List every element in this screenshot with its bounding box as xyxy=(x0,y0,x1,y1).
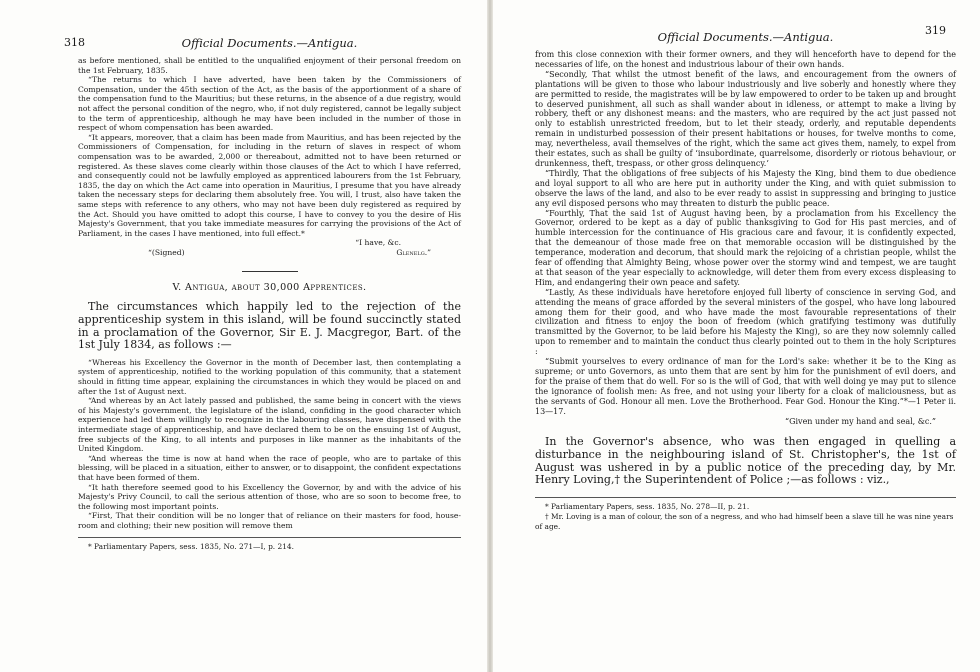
left-page-number: 318 xyxy=(64,36,85,49)
proclamation-paragraph: from this close connexion with their former owners, and they will henceforth have to depend for the necessaries of life, on the honest and industrious labour of their own hands. xyxy=(535,50,956,69)
proclamation-paragraph: “Secondly, That whilst the utmost benefit of the laws, and encouragement from the owners of plantations will be given to those who labour industriously and live soberly and honestly where they are permitted to reside, the magistrates will be by law empowered to order to be taken up and brought to deserved punishment, all such as shall wander about in idleness, or attempt to make a living by robbery, theft or any dishonest means: and the masters, who are required by the act just passed not only to establish unrestricted freedom, but to let their steady, orderly, and reputable dependents remain in undisturbed possession of their present habitations or houses, for twelve months to come, may, nevertheless, avail themselves of the right, which the same act gives them, namely, to expel from their estates, such as shall be guilty of ‘insubordinate, quarrelsome, disorderly or riotous behaviour, or drunkenness, theft, trespass, or other gross delinquency.’ xyxy=(535,69,956,168)
footnote-rule xyxy=(78,537,461,538)
proclamation-paragraph: “Whereas his Excellency the Governor in the month of December last, then contemplating a system of apprenticeship, notified to the working population of this community, that a statement should in fitting time appear, explaining the circumstances in which they would be placed on and after the 1st of August next. xyxy=(78,357,461,396)
proclamation-paragraph: “Thirdly, That the obligations of free subjects of his Majesty the King, bind them to due obedience and loyal support to all who are here put in authority under the King, and with quiet submission to observe the laws of the land, and also to be ever ready to assist in suppressing and bringing to justice any evil disposed persons who may threaten to disturb the public peace. xyxy=(535,168,956,208)
left-letter-text xyxy=(78,56,461,257)
section-intro: The circumstances which happily led to the rejection of the apprenticeship system in this island, will be found succinctly stated in a proclamation of the Governor, Sir E. J. Macgregor, Bart. of the 1st July 1834, as follows :— xyxy=(78,300,461,352)
proclamation-paragraph: “Fourthly, That the said 1st of August having been, by a proclamation from his Excellency the Governor, ordered to be kept as a day of public thanksgiving to God for His past mercies, and of humble intercession for the continuance of His gracious care and favour, it is confidently expected, that the demeanour of those made free on that memorable occasion will be distinguished by the temperance, moderation and decorum, that should mark the rejoicing of a christian people, whilst the fear of offending that Almighty Being, whose power over the stormy wind and tempest, we are taught at that season of the year especially to acknowledge, will deter them from every excess displeasing to Him, and endangering their own peace and safety. xyxy=(535,208,956,287)
left-page xyxy=(0,0,487,672)
right-running-title: Official Documents.—Antigua. xyxy=(657,30,834,44)
proclamation-paragraph: “And whereas by an Act lately passed and published, the same being in concert with the views of his Majesty's government, the legislature of the island, confiding in the good character which experience had led them willingly to recognize in the labouring classes, have dispensed with the intermediate stage of apprenticeship, and have declared them to be on the ensuing 1st of August, free subjects of the King, to all intents and purposes in like manner as the inhabitants of the United Kingdom. xyxy=(78,396,461,454)
right-page xyxy=(493,0,980,672)
left-running-head xyxy=(64,36,461,56)
left-paragraph: “It appears, moreover, that a claim has been made from Mauritius, and has been rejected by the Commissioners of Compensation, for including in the return of slaves in respect of whom compensation was to be awarded, 2,000 or thereabout, admitted not to have been returned or registered. As these slaves come clearly within those clauses of the Act to which I have referred, and consequently could not be lawfully employed as apprenticed labourers from the 1st February, 1835, the day on which the Act came into operation in Mauritius, I presume that you have already taken the necessary steps for declaring them absolutely free. You will, I trust, also have taken the same steps with reference to any others, who may not have been duly registered as required by the Act. Should you have omitted to adopt this course, I have to convey to you the desire of His Majesty's Government, that you take immediate measures for carrying the provisions of the Act of Parliament, in the cases I have mentioned, into full effect.* xyxy=(78,132,461,238)
proclamation-paragraph: “It hath therefore seemed good to his Excellency the Governor, by and with the advice of his Majesty's Privy Council, to call the serious attention of those, who are so soon to become free, to the following most important points. xyxy=(78,482,461,511)
signature-line xyxy=(78,248,461,258)
right-proclamation-text xyxy=(535,50,956,426)
narrative-paragraph: In the Governor's absence, who was then engaged in quelling a disturbance in the neighbouring island of St. Christopher's, the 1st of August was ushered in by a public notice of the preceding day, by Mr. Henry Loving,† the Superintendent of Police ;—as follows : viz., xyxy=(535,435,956,487)
right-footnotes xyxy=(535,502,956,531)
proclamation-paragraph: “And whereas the time is now at hand when the race of people, who are to partake of this blessing, will be placed in a situation, either to answer, or to disappoint, the confident expectations that have been formed of them. xyxy=(78,453,462,482)
left-paragraph: “The returns to which I have adverted, have been taken by the Commissioners of Compensation, under the 45th section of the Act, as the basis of the apportionment of a share of the compensation fund to the Mauritius; but these returns, in the absence of a due registry, would not affect the personal condition of the negro, who, if not duly registered, cannot be legally subject to the term of apprenticeship, although he may have been included in the number of those in respect of whom compensation has been awarded. xyxy=(78,75,461,133)
section-divider xyxy=(242,271,298,272)
right-running-head xyxy=(535,24,956,50)
right-page-number: 319 xyxy=(925,24,946,37)
left-running-title: Official Documents.—Antigua. xyxy=(181,36,358,50)
signed-label: “(Signed) xyxy=(148,247,185,257)
footnote: * Parliamentary Papers, sess. 1835, No. 271—I, p. 214. xyxy=(88,541,294,551)
signature-name: Glenelg.” xyxy=(396,247,431,257)
footnote: † Mr. Loving is a man of colour, the son of a negress, and who had himself been a slave till he was nine years of age. xyxy=(535,512,954,531)
given-under-seal: “Given under my hand and seal, &c.” xyxy=(785,416,936,426)
scripture-quote: “Submit yourselves to every ordinance of man for the Lord's sake: whether it be to the King as supreme; or unto Governors, as unto them that are sent by him for the punishment of evil doers, and for the praise of them that do well. For so is the will of God, that with well doing ye may put to silence the ignorance of foolish men: As free, and not using your liberty for a cloak of maliciousness, but as the servants of God. Honour all men. Love the Brotherhood. Fear God. Honour the King.”*—1 Peter ii. 13—17. xyxy=(535,357,956,416)
section-heading: V. Antigua, about 30,000 Apprentices. xyxy=(172,282,367,294)
proclamation-paragraph: “First, That their condition will be no longer that of reliance on their masters for food, house-room and clothing; their new position will remove them xyxy=(78,511,461,530)
footnote-rule xyxy=(535,497,956,498)
proclamation-paragraph: “Lastly, As these individuals have heretofore enjoyed full liberty of conscience in serving God, and attending the means of grace afforded by the several ministers of the gospel, who have long laboured among them for their good, and who have made the most favourable representations of their civilization and fitness to enjoy the boon of freedom (which gratifying testimony was dutifully transmitted by the Governor, to be laid before his Majesty the King), so are they now solemnly called upon to remember and to maintain the conduct thus clearly pointed out to them in the holy Scriptures : xyxy=(535,287,956,357)
footnote: * Parliamentary Papers, sess. 1835, No. 278—II, p. 21. xyxy=(545,501,750,511)
proclamation-text xyxy=(78,358,461,531)
letter-closing: “I have, &c. xyxy=(355,238,401,248)
left-footnotes xyxy=(78,542,461,551)
left-paragraph: as before mentioned, shall be entitled to the unqualified enjoyment of their personal freedom on the 1st February, 1835. xyxy=(78,56,461,75)
